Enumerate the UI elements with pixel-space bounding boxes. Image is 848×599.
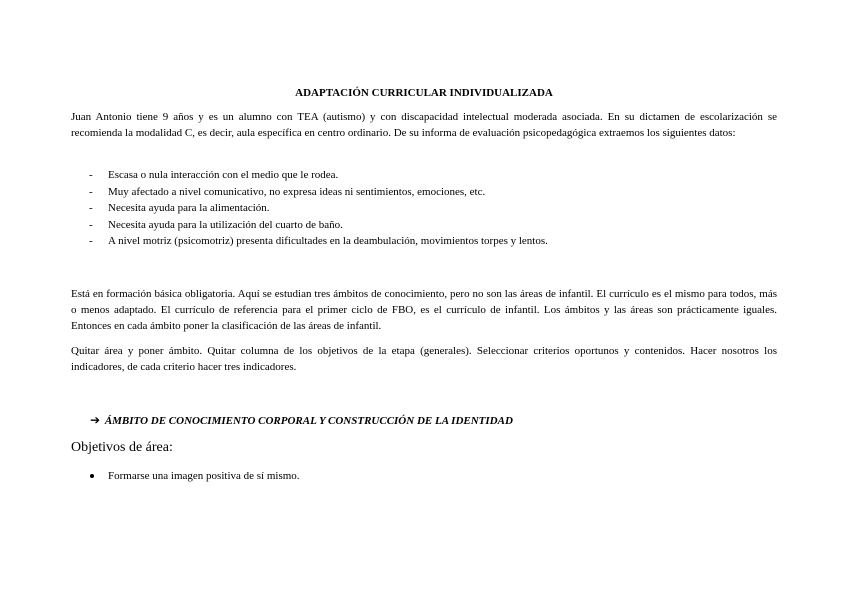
dash-marker: - — [89, 235, 93, 247]
dash-marker: - — [89, 218, 93, 231]
list-item — [71, 184, 777, 201]
list-item — [71, 233, 777, 250]
section-heading-text: ÁMBITO DE CONOCIMIENTO CORPORAL Y CONSTRUCCIÓN DE LA IDENTIDAD — [104, 415, 513, 427]
list-item-text: Escasa o nula interacción con el medio que le rodea. — [108, 169, 339, 181]
list-item — [71, 200, 777, 217]
document-title: ADAPTACIÓN CURRICULAR INDIVIDUALIZADA — [295, 87, 553, 99]
list-item-text: Muy afectado a nivel comunicativo, no expresa ideas ni sentimientos, emociones, etc. — [108, 185, 486, 198]
objectives-list — [71, 468, 777, 484]
arrow-right-icon: ➔ — [90, 413, 101, 427]
section-heading — [90, 412, 513, 429]
list-item-text: Formarse una imagen positiva de sí mismo. — [108, 470, 300, 482]
list-item — [71, 217, 777, 234]
dash-marker: - — [89, 185, 93, 198]
instructions-paragraph: Quitar área y poner ámbito. Quitar columna de los objetivos de la etapa (generales). Seleccionar criterios oportunos y contenidos. Hacer nosotros los indicadores, de cada criterio hacer tres indicadores. — [71, 345, 777, 373]
curriculum-paragraph: Está en formación básica obligatoria. Aquí se estudian tres ámbitos de conocimiento, pero no son las áreas de infantil. El currículo es el mismo para todos, más o menos adaptado. El currículo de referencia para el primer ciclo de FBO, es el currículo de infantil. Los ámbitos y las áreas son prácticamente iguales. Entonces en cada ámbito poner la clasificación de las áreas de infantil. — [71, 288, 777, 332]
objectives-heading: Objetivos de área: — [71, 440, 173, 455]
list-item-text: Necesita ayuda para la alimentación. — [108, 202, 270, 214]
list-item-text: Necesita ayuda para la utilización del cuarto de baño. — [108, 218, 343, 231]
student-data-list — [71, 167, 777, 250]
intro-paragraph: Juan Antonio tiene 9 años y es un alumno con TEA (autismo) y con discapacidad intelectual moderada asociada. En su dictamen de escolarización se recomienda la modalidad C, es decir, aula específica en centro ordinario. De su informa de evaluación psicopedagógica extraemos los siguientes datos: — [71, 111, 777, 139]
list-item-text: A nivel motriz (psicomotriz) presenta dificultades en la deambulación, movimientos torpes y lentos. — [108, 235, 548, 247]
list-item — [71, 167, 777, 184]
dash-marker: - — [89, 202, 93, 214]
dash-marker: - — [89, 169, 93, 181]
bullet-icon — [90, 474, 94, 478]
list-item — [71, 468, 777, 484]
